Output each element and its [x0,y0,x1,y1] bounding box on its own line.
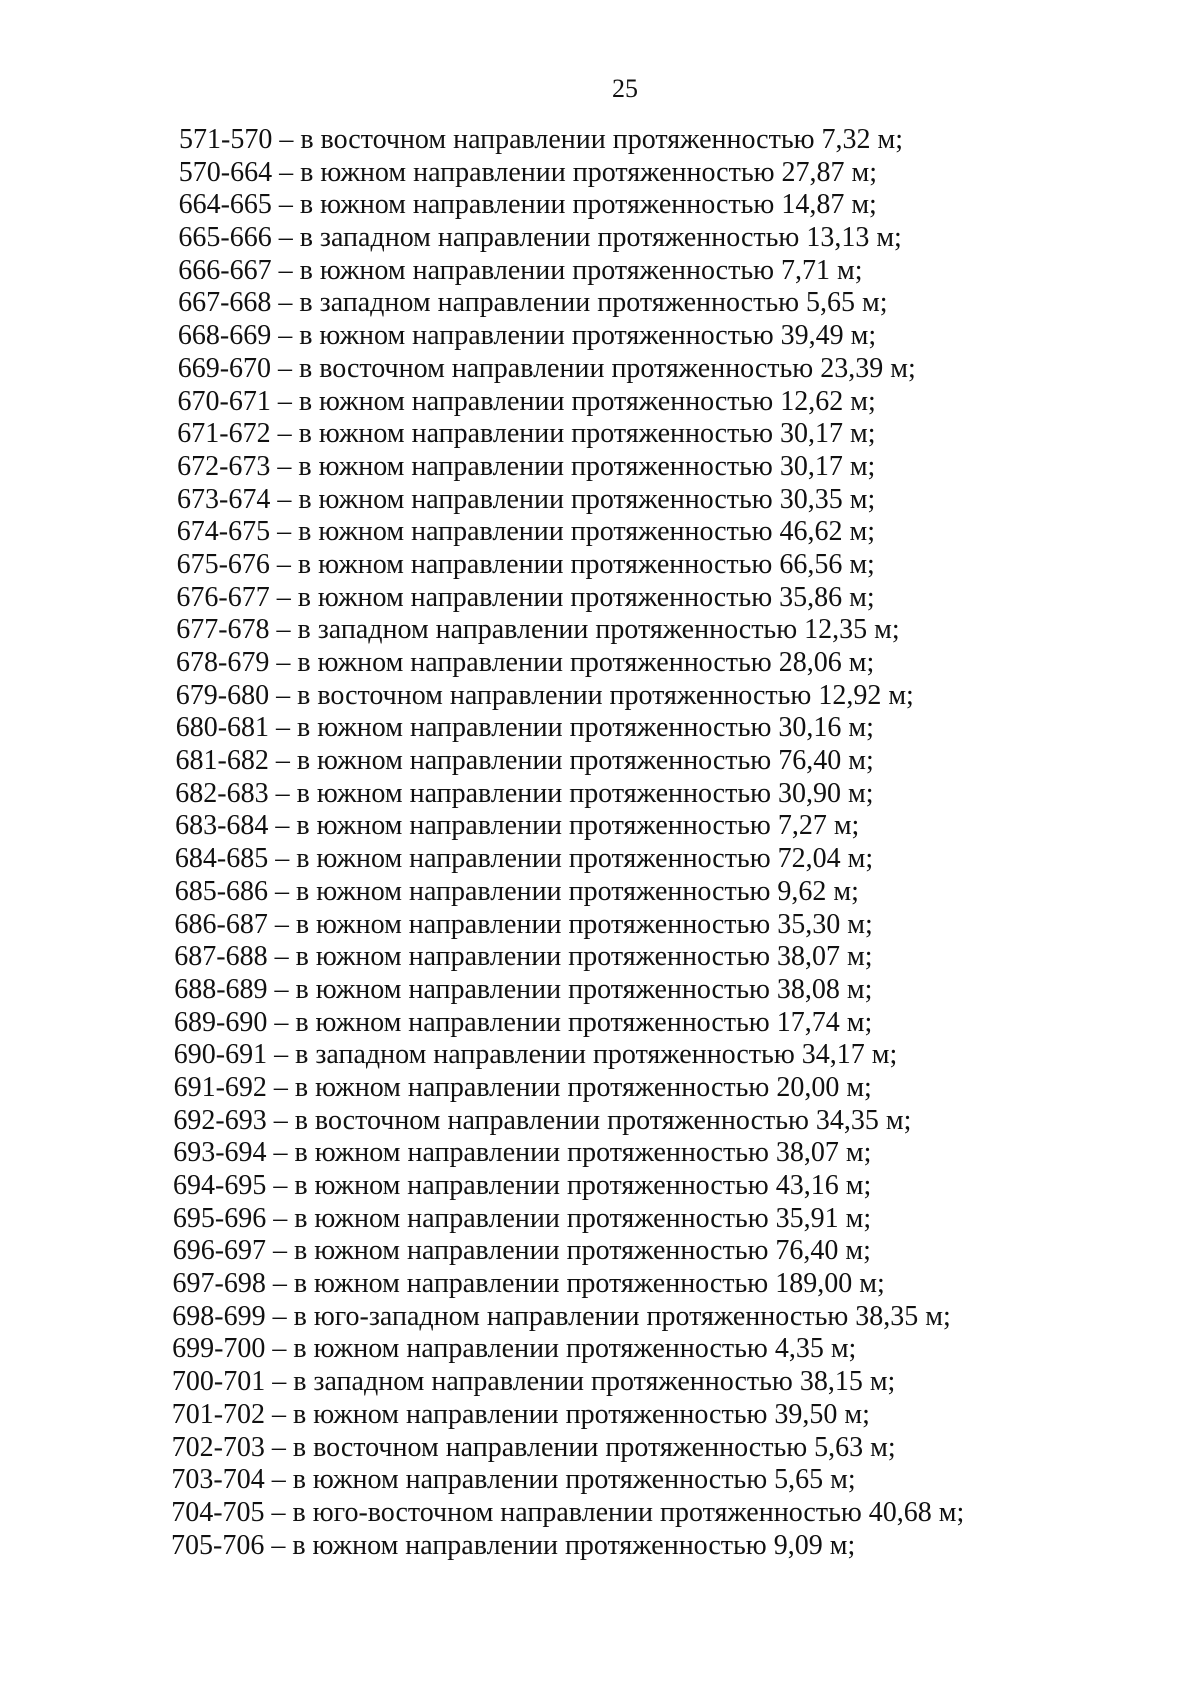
boundary-segment-line: 672-673 – в южном направлении протяженностью 30,17 м; [177,450,876,482]
boundary-segment-line: 694-695 – в южном направлении протяженностью 43,16 м; [173,1170,872,1201]
boundary-segment-line: 676-677 – в южном направлении протяженностью 35,86 м; [176,581,875,613]
boundary-segment-line: 678-679 – в южном направлении протяженностью 28,06 м; [176,647,875,678]
boundary-segment-line: 695-696 – в южном направлении протяженностью 35,91 м; [172,1202,872,1234]
boundary-segment-line: 680-681 – в южном направлении протяженностью 30,16 м; [175,712,874,744]
boundary-segment-line: 698-699 – в юго-западном направлении протяженностью 38,35 м; [172,1300,951,1332]
boundary-segment-line: 571-570 – в восточном направлении протяженностью 7,32 м; [179,124,904,155]
boundary-segment-line: 669-670 – в восточном направлении протяженностью 23,39 м; [177,352,916,384]
boundary-segment-line: 693-694 – в южном направлении протяженностью 38,07 м; [173,1137,872,1169]
boundary-segment-line: 686-687 – в южном направлении протяженностью 35,30 м; [174,908,873,940]
boundary-segment-line: 696-697 – в южном направлении протяженностью 76,40 м; [172,1235,871,1267]
boundary-segment-line: 681-682 – в южном направлении протяженностью 76,40 м; [175,745,874,777]
boundary-segment-line: 664-665 – в южном направлении протяженностью 14,87 м; [178,189,877,221]
boundary-segment-line: 682-683 – в южном направлении протяженностью 30,90 м; [175,777,874,809]
boundary-segment-line: 674-675 – в южном направлении протяженностью 46,62 м; [176,516,876,548]
boundary-segment-line: 699-700 – в южном направлении протяженностью 4,35 м; [172,1333,857,1365]
boundary-segment-line: 701-702 – в южном направлении протяженностью 39,50 м; [171,1398,870,1430]
boundary-segment-line: 667-668 – в западном направлении протяженностью 5,65 м; [178,287,888,319]
boundary-segment-line: 685-686 – в южном направлении протяженностью 9,62 м; [174,875,859,907]
boundary-segment-list [0,124,1200,1562]
boundary-segment-line: 570-664 – в южном направлении протяженностью 27,87 м; [178,156,878,188]
boundary-segment-line: 702-703 – в восточном направлении протяженностью 5,63 м; [171,1431,896,1463]
boundary-segment-line: 704-705 – в юго-восточном направлении протяженностью 40,68 м; [171,1496,965,1528]
boundary-segment-line: 671-672 – в южном направлении протяженностью 30,17 м; [177,418,876,450]
boundary-segment-line: 666-667 – в южном направлении протяженностью 7,71 м; [178,254,863,286]
boundary-segment-line: 687-688 – в южном направлении протяженностью 38,07 м; [174,941,873,973]
boundary-segment-line: 670-671 – в южном направлении протяженностью 12,62 м; [177,385,876,417]
boundary-segment-line: 697-698 – в южном направлении протяженностью 189,00 м; [172,1268,885,1300]
boundary-segment-line: 665-666 – в западном направлении протяженностью 13,13 м; [178,222,902,254]
boundary-segment-line: 677-678 – в западном направлении протяженностью 12,35 м; [176,614,900,646]
boundary-segment-line: 675-676 – в южном направлении протяженностью 66,56 м; [176,548,875,580]
page-number: 25 [612,74,638,103]
boundary-segment-line: 703-704 – в южном направлении протяженностью 5,65 м; [171,1464,856,1496]
boundary-segment-line: 705-706 – в южном направлении протяженностью 9,09 м; [171,1529,856,1561]
boundary-segment-line: 688-689 – в южном направлении протяженностью 38,08 м; [174,973,873,1005]
boundary-segment-line: 683-684 – в южном направлении протяженностью 7,27 м; [175,810,860,842]
boundary-segment-line: 689-690 – в южном направлении протяженностью 17,74 м; [174,1006,873,1038]
boundary-segment-line: 691-692 – в южном направлении протяженностью 20,00 м; [173,1071,872,1103]
boundary-segment-line: 692-693 – в восточном направлении протяженностью 34,35 м; [173,1104,912,1136]
boundary-segment-line: 679-680 – в восточном направлении протяженностью 12,92 м; [175,679,914,711]
boundary-segment-line: 700-701 – в западном направлении протяженностью 38,15 м; [171,1366,896,1398]
boundary-segment-line: 668-669 – в южном направлении протяженностью 39,49 м; [177,320,877,352]
boundary-segment-line: 684-685 – в южном направлении протяженностью 72,04 м; [174,843,874,875]
boundary-segment-line: 673-674 – в южном направлении протяженностью 30,35 м; [177,483,876,515]
boundary-segment-line: 690-691 – в западном направлении протяженностью 34,17 м; [173,1039,898,1071]
